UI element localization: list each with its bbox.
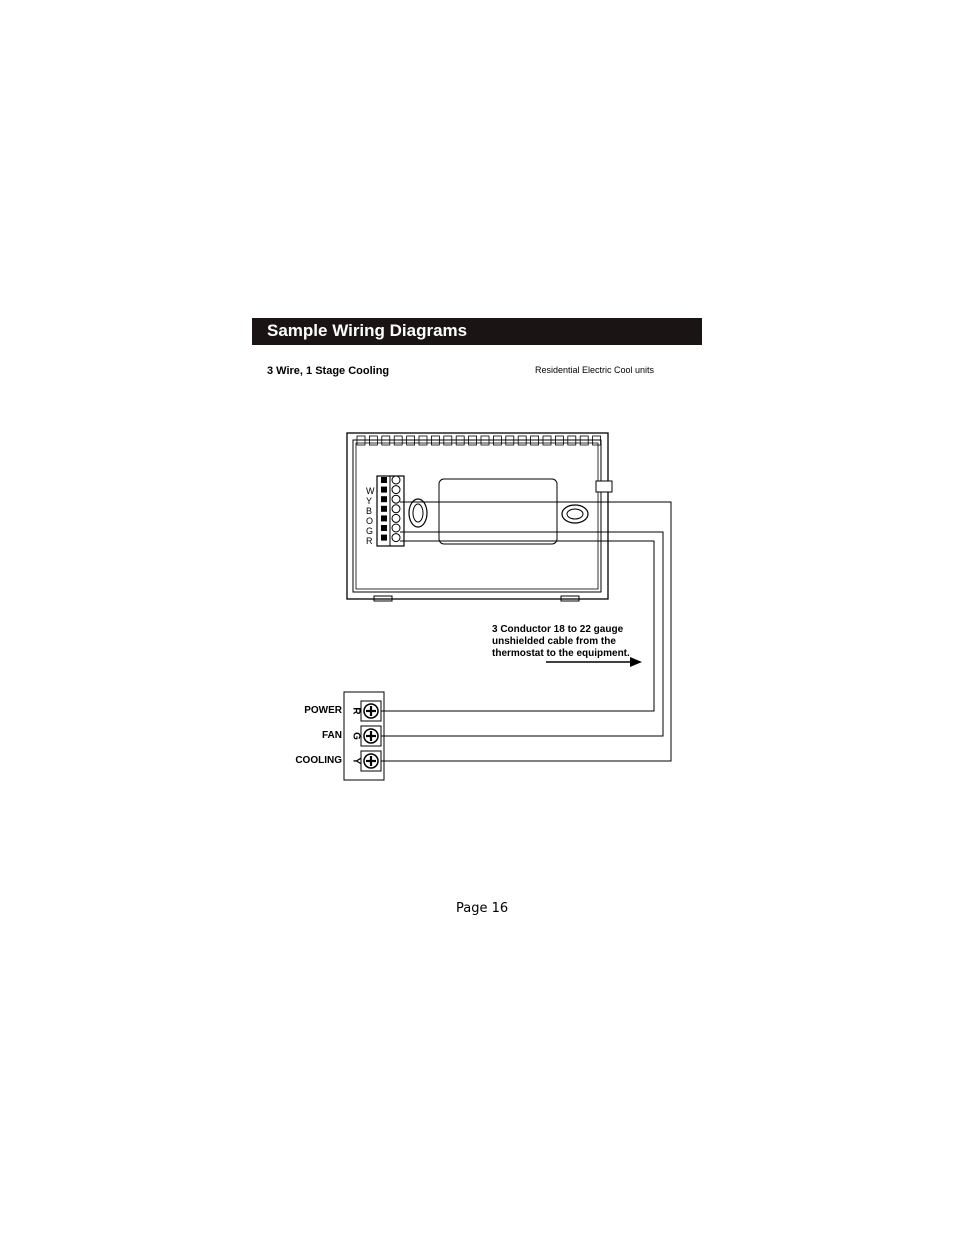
cable-note-line: unshielded cable from the	[492, 636, 616, 647]
equipment-letter-g: G	[350, 732, 362, 740]
terminal-square	[381, 477, 387, 483]
terminal-screw-icon	[392, 534, 400, 542]
terminal-screw-icon	[392, 476, 400, 484]
terminal-letter-r: R	[366, 536, 373, 546]
equipment-terminal-block	[344, 692, 384, 780]
terminal-square	[381, 515, 387, 521]
equipment-label-power: POWER	[304, 705, 342, 716]
terminal-letter-o: O	[366, 516, 374, 526]
terminal-screw-icon	[392, 486, 400, 494]
terminal-square	[381, 525, 387, 531]
page-number: Page 16	[456, 901, 509, 916]
terminal-square	[381, 496, 387, 502]
terminal-letter-w: W	[366, 486, 375, 496]
terminal-letter-b: B	[366, 506, 373, 516]
terminal-screw-icon	[392, 514, 400, 522]
terminal-screw-icon	[392, 495, 400, 503]
terminal-screw-icon	[392, 524, 400, 532]
diagram-subtitle: 3 Wire, 1 Stage Cooling	[267, 365, 390, 377]
equipment-letter-r: R	[350, 707, 362, 715]
cable-note-line: 3 Conductor 18 to 22 gauge	[492, 624, 624, 635]
terminal-letter-y: Y	[366, 496, 373, 506]
thermostat-terminal-letters	[366, 486, 375, 546]
terminal-screw-icon	[392, 505, 400, 513]
equipment-letter-y: Y	[350, 757, 362, 765]
terminal-square	[381, 506, 387, 512]
equipment-label-fan: FAN	[322, 730, 342, 741]
terminal-square	[381, 487, 387, 493]
section-title: Sample Wiring Diagrams	[267, 321, 468, 340]
unit-type-label: Residential Electric Cool units	[535, 365, 655, 375]
equipment-label-cooling: COOLING	[295, 755, 342, 766]
terminal-square	[381, 535, 387, 541]
terminal-letter-g: G	[366, 526, 374, 536]
cable-note-line: thermostat to the equipment.	[492, 648, 630, 659]
cable-note	[492, 624, 630, 660]
